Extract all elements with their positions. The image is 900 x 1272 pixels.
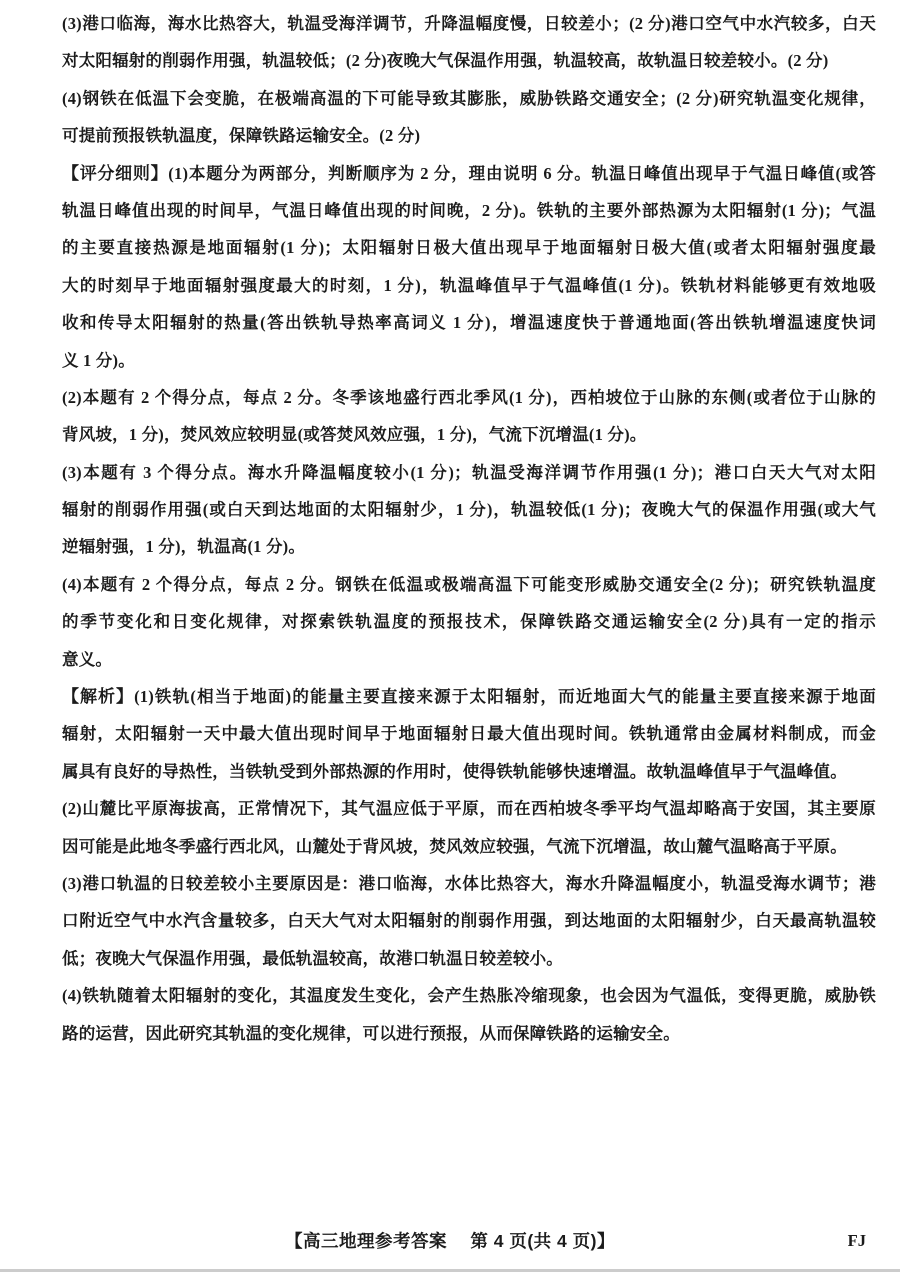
text-line: (3)港口轨温的日较差较小主要原因是：港口临海，水体比热容大，海水升降温幅度小，轨温受海水调节；港 — [62, 873, 876, 893]
text-line: 大的时刻早于地面辐射强度最大的时刻，1 分)，轨温峰值早于气温峰值(1 分)。铁轨材料能够更有效地吸 — [62, 275, 876, 295]
answer-point-4 — [62, 80, 876, 155]
text-line: 路的运营，因此研究其轨温的变化规律，可以进行预报，从而保障铁路的运输安全。 — [62, 1023, 680, 1043]
text-line: 口附近空气中水汽含量较多，白天大气对太阳辐射的削弱作用强，到达地面的太阳辐射少，白天最高轨温较 — [62, 911, 876, 931]
scoring-rubric-point-2 — [62, 379, 876, 454]
text-line: (4)本题有 2 个得分点，每点 2 分。钢铁在低温或极端高温下可能变形威胁交通安全(2 分)；研究铁轨温度 — [62, 574, 876, 594]
text-line: 【评分细则】(1)本题分为两部分，判断顺序为 2 分，理由说明 6 分。轨温日峰值出现早于气温日峰值(或答 — [62, 163, 876, 183]
text-line: 收和传导太阳辐射的热量(答出铁轨导热率高词义 1 分)，增温速度快于普通地面(答出铁轨增温速度快词 — [62, 313, 876, 333]
text-line: 属具有良好的导热性，当铁轨受到外部热源的作用时，使得铁轨能够快速增温。故轨温峰值早于气温峰值。 — [62, 761, 847, 781]
text-line: (2)山麓比平原海拔高，正常情况下，其气温应低于平原，而在西柏坡冬季平均气温却略高于安国，其主要原 — [62, 799, 876, 819]
text-line: (3)港口临海，海水比热容大，轨温受海洋调节，升降温幅度慢，日较差小；(2 分)港口空气中水汽较多，白天 — [62, 14, 876, 33]
text-line: 逆辐射强，1 分)，轨温高(1 分)。 — [62, 537, 306, 557]
text-line: 义 1 分)。 — [62, 350, 135, 370]
scoring-rubric-point-1 — [62, 155, 876, 379]
analysis-point-1 — [62, 678, 876, 790]
answer-text-block — [62, 5, 876, 1052]
footer-edition-code: FJ — [847, 1231, 866, 1250]
analysis-point-4 — [62, 977, 876, 1052]
analysis-point-2 — [62, 790, 876, 865]
text-line: 低；夜晚大气保温作用强，最低轨温较高，故港口轨温日较差较小。 — [62, 948, 563, 968]
text-line: 【解析】(1)铁轨(相当于地面)的能量主要直接来源于太阳辐射，而近地面大气的能量主要直接来源于地面 — [62, 687, 876, 707]
text-line: 轨温日峰值出现的时间早，气温日峰值出现的时间晚，2 分)。铁轨的主要外部热源为太阳辐射(1 分)；气温 — [62, 200, 876, 220]
answer-point-3 — [62, 5, 876, 80]
text-line: 辐射的削弱作用强(或白天到达地面的太阳辐射少，1 分)，轨温较低(1 分)；夜晚大气的保温作用强(或大气 — [62, 500, 876, 520]
text-line: (4)钢铁在低温下会变脆，在极端高温的下可能导致其膨胀，威胁铁路交通安全；(2 分)研究轨温变化规律， — [62, 88, 876, 108]
text-line: (3)本题有 3 个得分点。海水升降温幅度较小(1 分)；轨温受海洋调节作用强(1 分)；港口白天大气对太阳 — [62, 462, 876, 482]
analysis-point-3 — [62, 865, 876, 977]
text-line: 意义。 — [62, 649, 113, 669]
scoring-rubric-point-4 — [62, 566, 876, 678]
text-line: 的季节变化和日变化规律，对探索铁轨温度的预报技术，保障铁路交通运输安全(2 分)具有一定的指示 — [62, 612, 876, 632]
page-footer — [0, 1226, 900, 1256]
analysis-point-1-label: 【解析】 — [62, 687, 135, 707]
scoring-rubric-point-1-label: 【评分细则】 — [62, 163, 169, 183]
text-line: 因可能是此地冬季盛行西北风，山麓处于背风坡，焚风效应较强，气流下沉增温，故山麓气温略高于平原。 — [62, 836, 847, 856]
text-line: 辐射，太阳辐射一天中最大值出现时间早于地面辐射日最大值出现时间。铁轨通常由金属材料制成，而金 — [62, 724, 876, 744]
text-line: 对太阳辐射的削弱作用强，轨温较低；(2 分)夜晚大气保温作用强，轨温较高，故轨温日较差较小。(2 分) — [62, 51, 829, 71]
text-line: (2)本题有 2 个得分点，每点 2 分。冬季该地盛行西北季风(1 分)，西柏坡位于山脉的东侧(或者位于山脉的 — [62, 387, 876, 407]
text-line: 的主要直接热源是地面辐射(1 分)；太阳辐射日极大值出现早于地面辐射日极大值(或者太阳辐射强度最 — [62, 238, 876, 258]
text-line: 背风坡，1 分)，焚风效应较明显(或答焚风效应强，1 分)，气流下沉增温(1 分)。 — [62, 425, 647, 445]
text-line: (4)铁轨随着太阳辐射的变化，其温度发生变化，会产生热胀冷缩现象，也会因为气温低，变得更脆，威胁铁 — [62, 986, 876, 1006]
footer-title-page-number: 【高三地理参考答案 第 4 页(共 4 页)】 — [285, 1231, 615, 1251]
scoring-rubric-point-3 — [62, 454, 876, 566]
text-line: 可提前预报铁轨温度，保障铁路运输安全。(2 分) — [62, 126, 421, 146]
